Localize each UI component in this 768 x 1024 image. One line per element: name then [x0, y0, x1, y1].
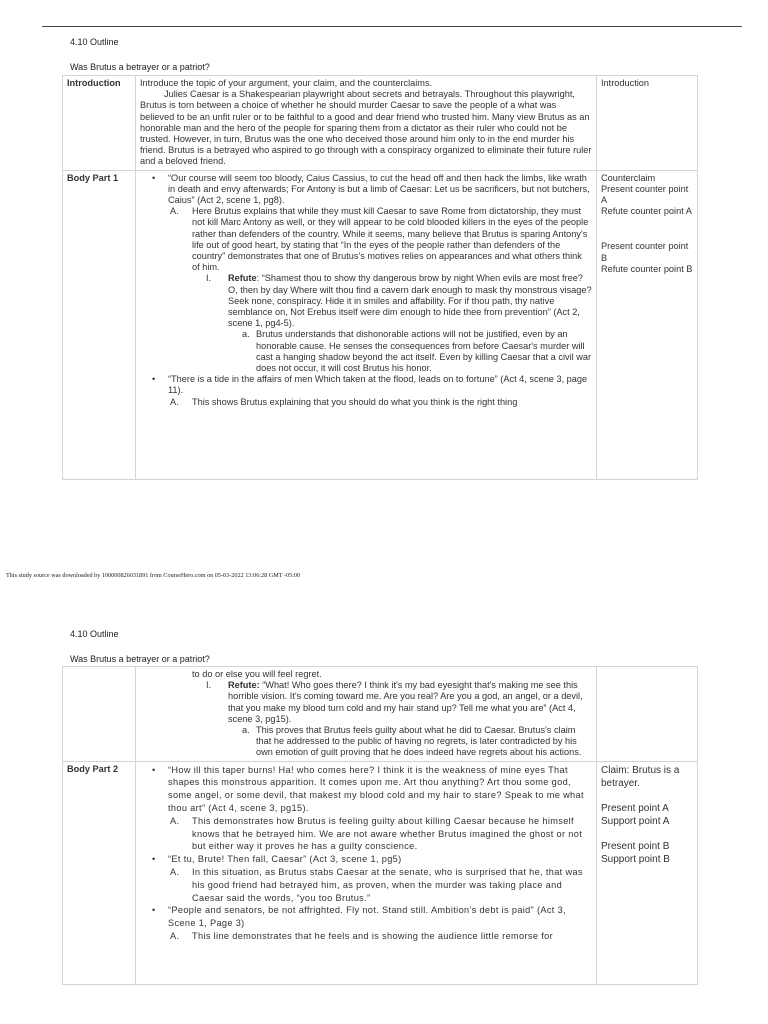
list-marker: A.: [170, 930, 180, 941]
list-item: [140, 206, 592, 273]
list-text: This shows Brutus explaining that you should do what you think is the right thing: [192, 396, 518, 407]
side-line: Refute counter point B: [601, 263, 693, 274]
list-text: This proves that Brutus feels guilty about what he did to Caesar. Brutus's claim that he addressed to the public of having no regrets, is later contradicted by his own emotion of guilt proving that he does indeed have regrets about his actions.: [256, 725, 582, 758]
outline-table: [62, 666, 698, 985]
side-line: Support point A: [601, 815, 670, 827]
list-item: [140, 866, 592, 904]
list-item: • “Et tu, Brute! Then fall, Caesar” (Act 3, scene 1, pg5): [140, 853, 592, 866]
doc-title: 4.10 Outline: [70, 629, 119, 639]
refute-label: Refute:: [228, 680, 260, 691]
list-item: • “Our course will seem too bloody, Caius Cassius, to cut the head off and then hack the limbs, like wrath in death and envy afterwards; For Antony is but a limb of Caesar: Let us be sacrificers, but not butchers, Caius” (Act 2, scene 1, pg8).: [140, 173, 592, 207]
list-text: Brutus understands that dishonorable actions will not be justified, even by an honorable cause. He senses the consequences from before Caesar's murder will cast a hanging shadow beyond the act itself. Even by killing Caesar that a civil war does not occur, it will cost Brutus his honor.: [256, 329, 592, 374]
list-marker: a.: [242, 725, 250, 736]
table-row: [63, 761, 698, 984]
list-item: [140, 397, 592, 408]
side-line: Support point B: [601, 853, 670, 865]
list-text: This line demonstrates that he feels and is showing the audience little remorse for: [192, 930, 553, 941]
list-text: Here Brutus explains that while they must kill Caesar to save Rome from dictatorship, they must not kill Marc Antony as well, or they will appear to be cold blooded killers in the eyes of the people rather than defenders of the country. While it seems, many believe that Brutus is sparing Antony's life out of good heart, by stating that “In the eyes of the people rather than defenders of the country” demonstrates that one of Brutus's motives relies on appearances and what others think of him.: [192, 206, 589, 273]
row-label: [63, 667, 136, 762]
list-item: • “How ill this taper burns! Ha! who comes here? I think it is the weakness of mine eyes That shapes this monstrous apparition. It comes upon me. Art thou anything? Art thou some god, some angel, or some devil, that makest my blood cold and my hair to stare? Speak to me what thou art” (Act 4, scene 3, pg15).: [140, 764, 592, 815]
table-row: [63, 76, 698, 171]
top-rule: [42, 26, 742, 27]
list-item: • “There is a tide in the affairs of men Which taken at the flood, leads on to fortune” (Act 4, scene 3, page 11).: [140, 374, 592, 396]
doc-question: Was Brutus a betrayer or a patriot?: [70, 654, 210, 664]
list-marker: A.: [170, 867, 180, 877]
list-item: • “People and senators, be not affrighted. Fly not. Stand still. Ambition's debt is paid” (Act 3, Scene 1, Page 3): [140, 904, 592, 930]
doc-question: Was Brutus a betrayer or a patriot?: [70, 62, 210, 72]
list-item: [140, 725, 592, 759]
list-item: [140, 680, 592, 725]
row-label: Introduction: [63, 76, 136, 171]
side-line: Present point A: [601, 802, 669, 814]
document-page-2: [0, 600, 768, 1024]
side-note: Introduction: [597, 76, 698, 171]
intro-cell: [136, 76, 597, 171]
side-line: Refute counter point A: [601, 206, 692, 217]
side-note: [597, 667, 698, 762]
list-item: [140, 815, 592, 853]
list-marker: A.: [170, 396, 179, 407]
side-line: Counterclaim: [601, 172, 656, 183]
list-marker: I.: [206, 680, 212, 691]
list-text: “What! Who goes there? I think it's my bad eyesight that's making me see this horrible vision. It's coming toward me. Are you real? Are you a god, an angel, or a devil, that you make my blood turn cold and my hair stand up? Tell me what you are” (Act 4, scene 3, pg15).: [228, 680, 583, 724]
intro-body: Julies Caesar is a Shakespearian playwright about secrets and betrayals. Throughout this playwright, Brutus is torn between a choice of whether he should murder Caesar to save the people of a what was believed to be an unfit ruler or to be faithful to a good and dear friend who trusted him. Many view Brutus as an honorable man and the hero of the people for sparing them from a dictator as their ruler who could not be trusted. However, in turn, Brutus was the one who deceived those around him only to in the end murder his friend. Brutus is a betrayed who aspired to go through with a conspiracy organized to eliminate their future ruler and a beloved friend.: [140, 89, 592, 167]
list-text: : “Shamest thou to show thy dangerous brow by night When evils are most free? O, then by day Where wilt thou find a cavern dark enough to mask thy monstrous visage? Seek none, conspiracy. Hide it in smiles and affability. For if thou path, thy native semblance on, Not Erebus itself were dim enough to hide thee from prevention” (Act 2, scene 1, pg4-5).: [228, 273, 592, 329]
list-item: [140, 930, 592, 943]
table-row: [63, 667, 698, 762]
table-row: [63, 170, 698, 479]
body2-cell: [136, 761, 597, 984]
body1-cell: [136, 170, 597, 479]
row-label: Body Part 1: [63, 170, 136, 479]
intro-instruction: Introduce the topic of your argument, your claim, and the counterclaims.: [140, 78, 433, 88]
side-line: Present counter point A: [601, 183, 689, 206]
side-line: Present point B: [601, 840, 670, 852]
list-item: [140, 273, 592, 329]
list-marker: I.: [206, 273, 212, 284]
doc-title: 4.10 Outline: [70, 37, 119, 47]
list-item: [140, 329, 592, 374]
side-note: [597, 761, 698, 984]
list-text: to do or else you will feel regret.: [192, 669, 322, 679]
list-text: In this situation, as Brutus stabs Caesar at the senate, who is surprised that he, that was his good friend had betrayed him, as proven, when the murder was taking place and Caesar said the words, “you too Brutus.”: [192, 867, 583, 903]
side-line: Claim: Brutus is a betrayer.: [601, 764, 680, 789]
continued-cell: [136, 667, 597, 762]
download-notice: This study source was downloaded by 100000826031891 from CourseHero.com on 05-03-2022 13:06:28 GMT -05:00: [6, 572, 301, 579]
side-note: [597, 170, 698, 479]
list-text: This demonstrates how Brutus is feeling guilty about killing Caesar because he himself knows that he betrayed him. We are not aware whether Brutus imagined the ghost or not but either way it proves he has a guilty conscience.: [192, 815, 583, 852]
refute-label: Refute: [228, 273, 257, 284]
list-marker: A.: [170, 815, 180, 826]
list-marker: A.: [170, 206, 179, 217]
outline-table: [62, 75, 698, 480]
row-label: Body Part 2: [63, 761, 136, 984]
side-line: Present counter point B: [601, 241, 689, 263]
list-marker: a.: [242, 329, 250, 340]
